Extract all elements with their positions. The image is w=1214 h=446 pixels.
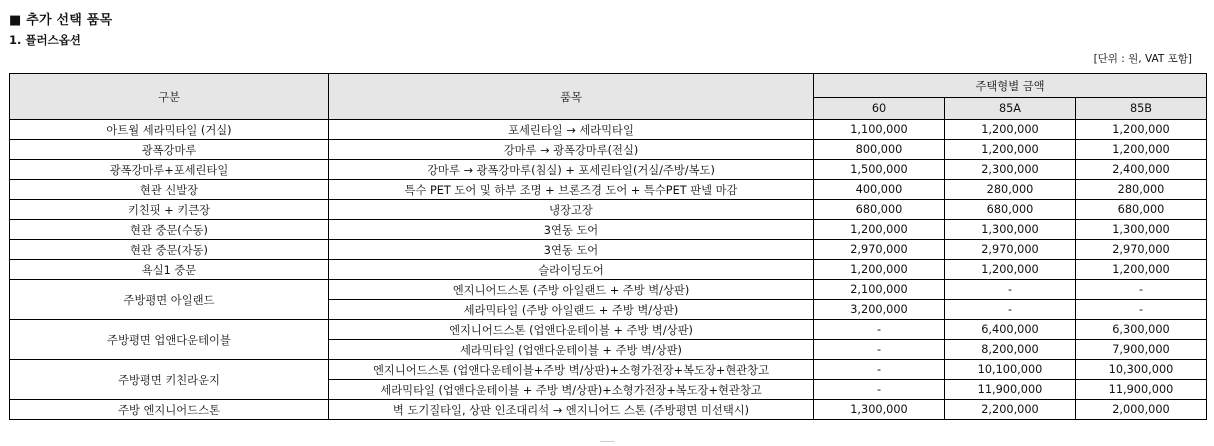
price-85b: 1,300,000 [1076, 220, 1207, 240]
price-60: - [814, 320, 945, 340]
section-title: ■ 추가 선택 품목 [9, 13, 113, 28]
subsection-title: 1. 플러스옵션 [9, 33, 81, 47]
price-85b: - [1076, 280, 1207, 300]
row-item: 강마루 → 광폭강마루(침실) + 포세린타일(거실/주방/복도) [329, 160, 814, 180]
price-85b: 6,300,000 [1076, 320, 1207, 340]
price-85b: - [1076, 300, 1207, 320]
row-item: 엔지니어드스톤 (업앤다운테이블 + 주방 벽/상판) [329, 320, 814, 340]
price-85a: 6,400,000 [945, 320, 1076, 340]
price-60: 680,000 [814, 200, 945, 220]
row-item: 세라믹타일 (업앤다운테이블 + 주방 벽/상판)+소형가전장+복도장+현관창고 [329, 380, 814, 400]
option-price-table [9, 73, 1207, 420]
row-category: 현관 신발장 [10, 180, 329, 200]
table-row [10, 180, 1207, 200]
price-85a: 680,000 [945, 200, 1076, 220]
header-type-60: 60 [814, 98, 945, 120]
price-60: 400,000 [814, 180, 945, 200]
row-category: 키친핏 + 키큰장 [10, 200, 329, 220]
row-category: 주방평면 아일랜드 [10, 280, 329, 320]
price-60: 800,000 [814, 140, 945, 160]
row-category: 욕실1 중문 [10, 260, 329, 280]
price-85a: 1,200,000 [945, 140, 1076, 160]
row-item: 벽 도기질타일, 상판 인조대리석 → 엔지니어드 스톤 (주방평면 미선택시) [329, 400, 814, 420]
price-60: 2,970,000 [814, 240, 945, 260]
row-item: 3연동 도어 [329, 220, 814, 240]
price-85a: 1,200,000 [945, 120, 1076, 140]
price-60: - [814, 380, 945, 400]
table-row [10, 400, 1207, 420]
row-category: 현관 중문(자동) [10, 240, 329, 260]
price-60: 1,200,000 [814, 260, 945, 280]
price-85a: 2,300,000 [945, 160, 1076, 180]
price-85a: - [945, 280, 1076, 300]
row-category: 아트월 세라믹타일 (거실) [10, 120, 329, 140]
table-row [10, 240, 1207, 260]
header-type-85a: 85A [945, 98, 1076, 120]
price-85b: 2,400,000 [1076, 160, 1207, 180]
row-category: 광폭강마루+포세린타일 [10, 160, 329, 180]
header-price-group: 주택형별 금액 [814, 74, 1207, 98]
table-row [10, 360, 1207, 380]
row-item: 엔지니어드스톤 (주방 아일랜드 + 주방 벽/상판) [329, 280, 814, 300]
price-85b: 2,000,000 [1076, 400, 1207, 420]
price-85b: 10,300,000 [1076, 360, 1207, 380]
price-60: 2,100,000 [814, 280, 945, 300]
table-row [10, 260, 1207, 280]
row-item: 강마루 → 광폭강마루(전실) [329, 140, 814, 160]
table-row [10, 140, 1207, 160]
row-category: 현관 중문(수동) [10, 220, 329, 240]
row-item: 슬라이딩도어 [329, 260, 814, 280]
price-85a: 1,300,000 [945, 220, 1076, 240]
row-item: 냉장고장 [329, 200, 814, 220]
price-85b: 1,200,000 [1076, 140, 1207, 160]
table-row [10, 120, 1207, 140]
price-85a: 10,100,000 [945, 360, 1076, 380]
row-category: 주방평면 업앤다운테이블 [10, 320, 329, 360]
price-85a: 8,200,000 [945, 340, 1076, 360]
price-85a: - [945, 300, 1076, 320]
row-item: 세라믹타일 (업앤다운테이블 + 주방 벽/상판) [329, 340, 814, 360]
price-60: 3,200,000 [814, 300, 945, 320]
price-60: 1,100,000 [814, 120, 945, 140]
price-85a: 2,970,000 [945, 240, 1076, 260]
row-item: 세라믹타일 (주방 아일랜드 + 주방 벽/상판) [329, 300, 814, 320]
row-item: 특수 PET 도어 및 하부 조명 + 브론즈경 도어 + 특수PET 판넬 마감 [329, 180, 814, 200]
unit-note: [단위 : 원, VAT 포함] [1093, 53, 1192, 65]
price-85b: 7,900,000 [1076, 340, 1207, 360]
table-row [10, 160, 1207, 180]
row-item: 3연동 도어 [329, 240, 814, 260]
price-85b: 280,000 [1076, 180, 1207, 200]
header-category: 구분 [10, 74, 329, 120]
price-85b: 1,200,000 [1076, 260, 1207, 280]
header-item: 품목 [329, 74, 814, 120]
price-60: 1,500,000 [814, 160, 945, 180]
price-60: - [814, 340, 945, 360]
price-85b: 11,900,000 [1076, 380, 1207, 400]
table-row [10, 220, 1207, 240]
price-60: - [814, 360, 945, 380]
table-row [10, 280, 1207, 300]
page-edge-mark [600, 441, 614, 446]
row-category: 주방평면 키친라운지 [10, 360, 329, 400]
price-85b: 680,000 [1076, 200, 1207, 220]
header-type-85b: 85B [1076, 98, 1207, 120]
table-row [10, 320, 1207, 340]
table-row [10, 200, 1207, 220]
row-item: 엔지니어드스톤 (업앤다운테이블+주방 벽/상판)+소형가전장+복도장+현관창고 [329, 360, 814, 380]
row-category: 주방 엔지니어드스톤 [10, 400, 329, 420]
price-85a: 2,200,000 [945, 400, 1076, 420]
price-85b: 1,200,000 [1076, 120, 1207, 140]
price-60: 1,300,000 [814, 400, 945, 420]
price-85b: 2,970,000 [1076, 240, 1207, 260]
price-85a: 11,900,000 [945, 380, 1076, 400]
price-85a: 1,200,000 [945, 260, 1076, 280]
price-60: 1,200,000 [814, 220, 945, 240]
row-item: 포세린타일 → 세라믹타일 [329, 120, 814, 140]
row-category: 광폭강마루 [10, 140, 329, 160]
price-85a: 280,000 [945, 180, 1076, 200]
